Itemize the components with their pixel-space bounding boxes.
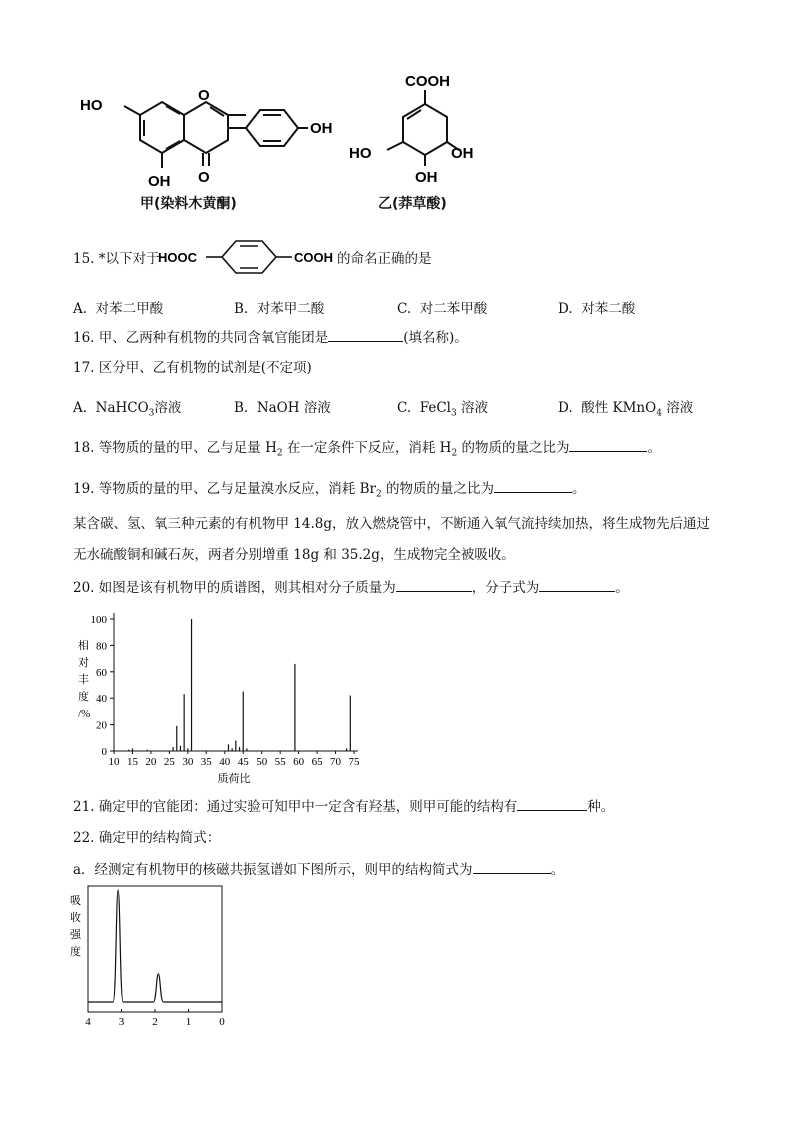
q22a-end: 。	[550, 862, 565, 878]
q15-option-a[interactable]	[73, 297, 163, 317]
y-axis-label: 相	[78, 640, 89, 652]
x-tick-label: 65	[311, 756, 323, 768]
ring-a	[140, 102, 184, 153]
structure-jia-label: 甲(染料木黄酮)	[140, 196, 237, 212]
option-subscript: 3	[451, 408, 457, 419]
x-tick-label: 40	[219, 756, 231, 768]
option-letter: A.	[73, 301, 88, 317]
question-20	[73, 577, 629, 598]
q17-option-c[interactable]	[397, 396, 488, 419]
question-16	[73, 327, 468, 348]
nmr-spectrum-chart	[68, 880, 243, 1025]
option-formula: 酸性 KMnO	[581, 400, 657, 416]
option-text: 溶液	[666, 400, 694, 416]
q17-option-b[interactable]	[234, 396, 331, 416]
terephthalic-acid-structure	[158, 232, 338, 282]
y-tick-label: 40	[96, 693, 107, 706]
question-17: 17. 区分甲、乙有机物的试剂是(不定项)	[73, 360, 312, 376]
group-cooh: COOH	[405, 73, 450, 90]
ring-yi	[403, 104, 447, 155]
question-19	[73, 478, 585, 505]
x-tick-label: 70	[330, 756, 342, 768]
y-axis-label: 度	[78, 691, 89, 703]
answer-blank[interactable]	[569, 437, 647, 452]
group-ho: HO	[349, 145, 372, 162]
q19-end: 。	[571, 481, 586, 497]
q19-text-a: 19. 等物质的量的甲、乙与足量溴水反应，消耗	[73, 481, 356, 497]
x-tick-label: 55	[274, 756, 286, 768]
q16-after: (填名称)。	[403, 330, 468, 346]
group-oh-right: OH	[310, 120, 333, 137]
answer-blank[interactable]	[517, 796, 587, 811]
option-text: 溶液	[154, 400, 182, 416]
y-axis-label: 强	[70, 929, 81, 941]
question-15	[73, 249, 160, 269]
q15-option-b[interactable]	[234, 297, 324, 317]
q21-text: 21. 确定甲的官能团：通过实验可知甲中一定含有羟基，则甲可能的结构有	[73, 799, 518, 815]
y-tick-label: 60	[96, 666, 107, 679]
x-tick-label: 10	[108, 756, 120, 768]
x-tick-label: 25	[163, 756, 175, 768]
option-text: 对二苯甲酸	[419, 301, 488, 317]
y-tick-label: 20	[96, 719, 107, 732]
x-tick-label: 75	[348, 756, 360, 768]
q15-option-c[interactable]	[397, 297, 487, 317]
question-21	[73, 796, 614, 817]
q20-text-b: ，分子式为	[471, 580, 540, 596]
plot-frame	[88, 886, 222, 1012]
x-tick-label: 0	[219, 1016, 225, 1025]
option-text: 溶液	[303, 400, 331, 416]
option-formula: NaHCO	[95, 400, 149, 416]
q17-option-a[interactable]	[73, 396, 181, 419]
y-tick-label: 0	[101, 746, 107, 758]
mass-spectrum-chart	[68, 605, 378, 790]
q16-text: 16. 甲、乙两种有机物的共同含氧官能团是	[73, 330, 329, 346]
x-tick-label: 45	[237, 756, 249, 768]
group-oh-right: OH	[451, 145, 474, 162]
y-tick-label: 100	[90, 614, 107, 626]
x-tick-label: 30	[182, 756, 194, 768]
y-axis-label: 度	[70, 946, 81, 958]
q15-suffix: 的命名正确的是	[337, 251, 432, 267]
y-axis-label: 收	[70, 912, 81, 924]
q18-text-c: 的物质的量之比为	[461, 440, 570, 456]
group-o-keto: O	[198, 169, 210, 186]
question-22a	[73, 859, 564, 880]
y-axis-label: 对	[78, 657, 89, 669]
x-tick-label: 2	[152, 1016, 158, 1025]
x-tick-label: 20	[145, 756, 157, 768]
option-letter: C.	[397, 301, 412, 317]
option-letter: B.	[234, 301, 249, 317]
answer-blank[interactable]	[473, 859, 551, 874]
q20-end: 。	[615, 580, 629, 596]
q15-option-d[interactable]	[558, 297, 635, 317]
structure-jia	[70, 80, 340, 200]
structure-yi-label: 乙(莽草酸)	[378, 196, 447, 212]
group-hooc: HOOC	[158, 250, 197, 265]
group-oh-bottom: OH	[148, 173, 171, 190]
q18-text-a: 18. 等物质的量的甲、乙与足量	[73, 440, 261, 456]
x-tick-label: 3	[118, 1016, 125, 1025]
x-tick-label: 60	[293, 756, 305, 768]
option-formula: FeCl	[419, 400, 451, 416]
subscript: 2	[375, 489, 382, 500]
answer-blank[interactable]	[328, 327, 403, 342]
option-formula: NaOH	[256, 400, 300, 416]
option-text: 对苯甲二酸	[256, 301, 325, 317]
formula-h2: H	[439, 440, 452, 456]
structure-yi	[345, 62, 490, 187]
q15-prefix: 15. *以下对于	[73, 251, 160, 267]
option-letter: D.	[558, 301, 573, 317]
option-letter: B.	[234, 400, 249, 416]
option-letter: C.	[397, 400, 412, 416]
answer-blank[interactable]	[494, 478, 572, 493]
answer-blank[interactable]	[539, 577, 615, 592]
group-cooh: COOH	[294, 250, 333, 265]
group-o-ring: O	[198, 87, 210, 104]
q18-text-b: 在一定条件下反应，消耗	[286, 440, 436, 456]
question-18	[73, 437, 661, 464]
ring-c	[184, 102, 228, 153]
y-axis-label: /%	[78, 708, 91, 720]
q18-end: 。	[647, 440, 661, 456]
formula-h2: H	[265, 440, 277, 456]
paragraph-line-1: 某含碳、氢、氧三种元素的有机物甲 14.8g，放入燃烧管中，不断通入氧气流持续加热，将生成物先后通过	[73, 516, 710, 532]
subscript: 2	[276, 448, 283, 459]
y-axis-label: 吸	[70, 895, 81, 907]
option-letter: A.	[73, 400, 88, 416]
group-ho-left: HO	[80, 97, 103, 114]
q22a-text: a．经测定有机物甲的核磁共振氢谱如下图所示，则甲的结构简式为	[73, 862, 473, 878]
question-22: 22. 确定甲的结构简式：	[73, 830, 221, 846]
formula-br2: Br	[359, 481, 376, 497]
x-tick-label: 15	[126, 756, 138, 768]
answer-blank[interactable]	[396, 577, 472, 592]
option-subscript: 3	[148, 408, 155, 419]
option-text: 对苯二甲酸	[95, 301, 164, 317]
spectrum-line	[88, 890, 222, 1002]
y-axis-label: 丰	[78, 674, 89, 686]
paragraph-line-2: 无水硫酸铜和碱石灰，两者分别增重 18g 和 35.2g，生成物完全被吸收。	[73, 547, 515, 563]
option-letter: D.	[558, 400, 573, 416]
option-text: 溶液	[461, 400, 489, 416]
x-tick-label: 4	[85, 1016, 91, 1025]
q17-option-d[interactable]	[558, 396, 693, 419]
x-tick-label: 35	[200, 756, 212, 768]
group-oh-bottom: OH	[415, 169, 438, 186]
y-tick-label: 80	[96, 640, 107, 653]
option-subscript: 4	[656, 408, 662, 419]
x-tick-label: 50	[256, 756, 268, 768]
subscript: 2	[451, 448, 458, 459]
q20-text-a: 20. 如图是该有机物甲的质谱图，则其相对分子质量为	[73, 580, 396, 596]
q19-text-c: 的物质的量之比为	[385, 481, 494, 497]
q21-end: 种。	[587, 799, 615, 815]
option-text: 对苯二酸	[581, 301, 636, 317]
x-tick-label: 1	[185, 1016, 192, 1025]
x-axis-label: 质荷比	[217, 773, 251, 785]
